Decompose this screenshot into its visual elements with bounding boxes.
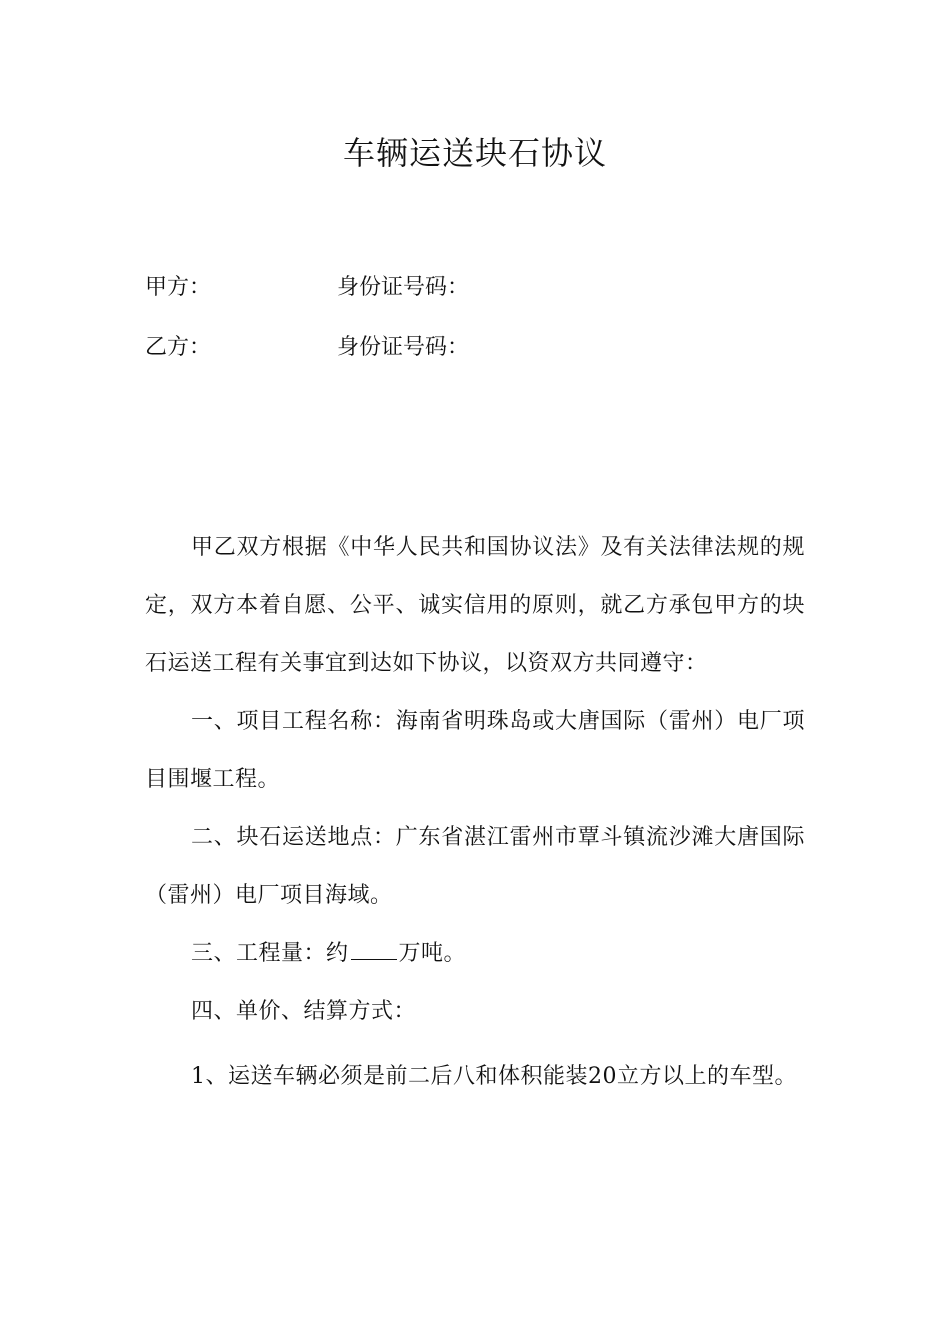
party-b-row (145, 330, 845, 364)
document-title: 车辆运送块石协议 (342, 134, 607, 172)
item-quantity-suffix: 万吨。 (398, 941, 467, 966)
item-quantity (145, 925, 805, 983)
intro-paragraph: 甲乙双方根据《中华人民共和国协议法》及有关法律法规的规定，双方本着自愿、公平、诚实信用的原则，就乙方承包甲方的块石运送工程有关事宜到达如下协议，以资双方共同遵守： (145, 535, 805, 676)
agreement-body (145, 519, 805, 1113)
quantity-blank-line (351, 937, 397, 960)
party-a-id-label: 身份证号码： (337, 275, 470, 300)
party-b-id-label: 身份证号码： (337, 335, 470, 360)
item-price-settlement: 四、单价、结算方式： (191, 999, 417, 1024)
party-b-label: 乙方： (145, 335, 212, 360)
item-delivery-location: 二、块石运送地点：广东省湛江雷州市覃斗镇流沙滩大唐国际（雷州）电厂项目海域。 (145, 825, 805, 908)
party-a-row (145, 270, 845, 304)
item-quantity-prefix: 三、工程量：约 (191, 941, 349, 966)
item-vehicle-requirement: 1、运送车辆必须是前二后八和体积能装20立方以上的车型。 (191, 1064, 797, 1089)
item-project-name: 一、项目工程名称：海南省明珠岛或大唐国际（雷州）电厂项目围堰工程。 (145, 709, 805, 792)
party-a-label: 甲方： (145, 275, 212, 300)
